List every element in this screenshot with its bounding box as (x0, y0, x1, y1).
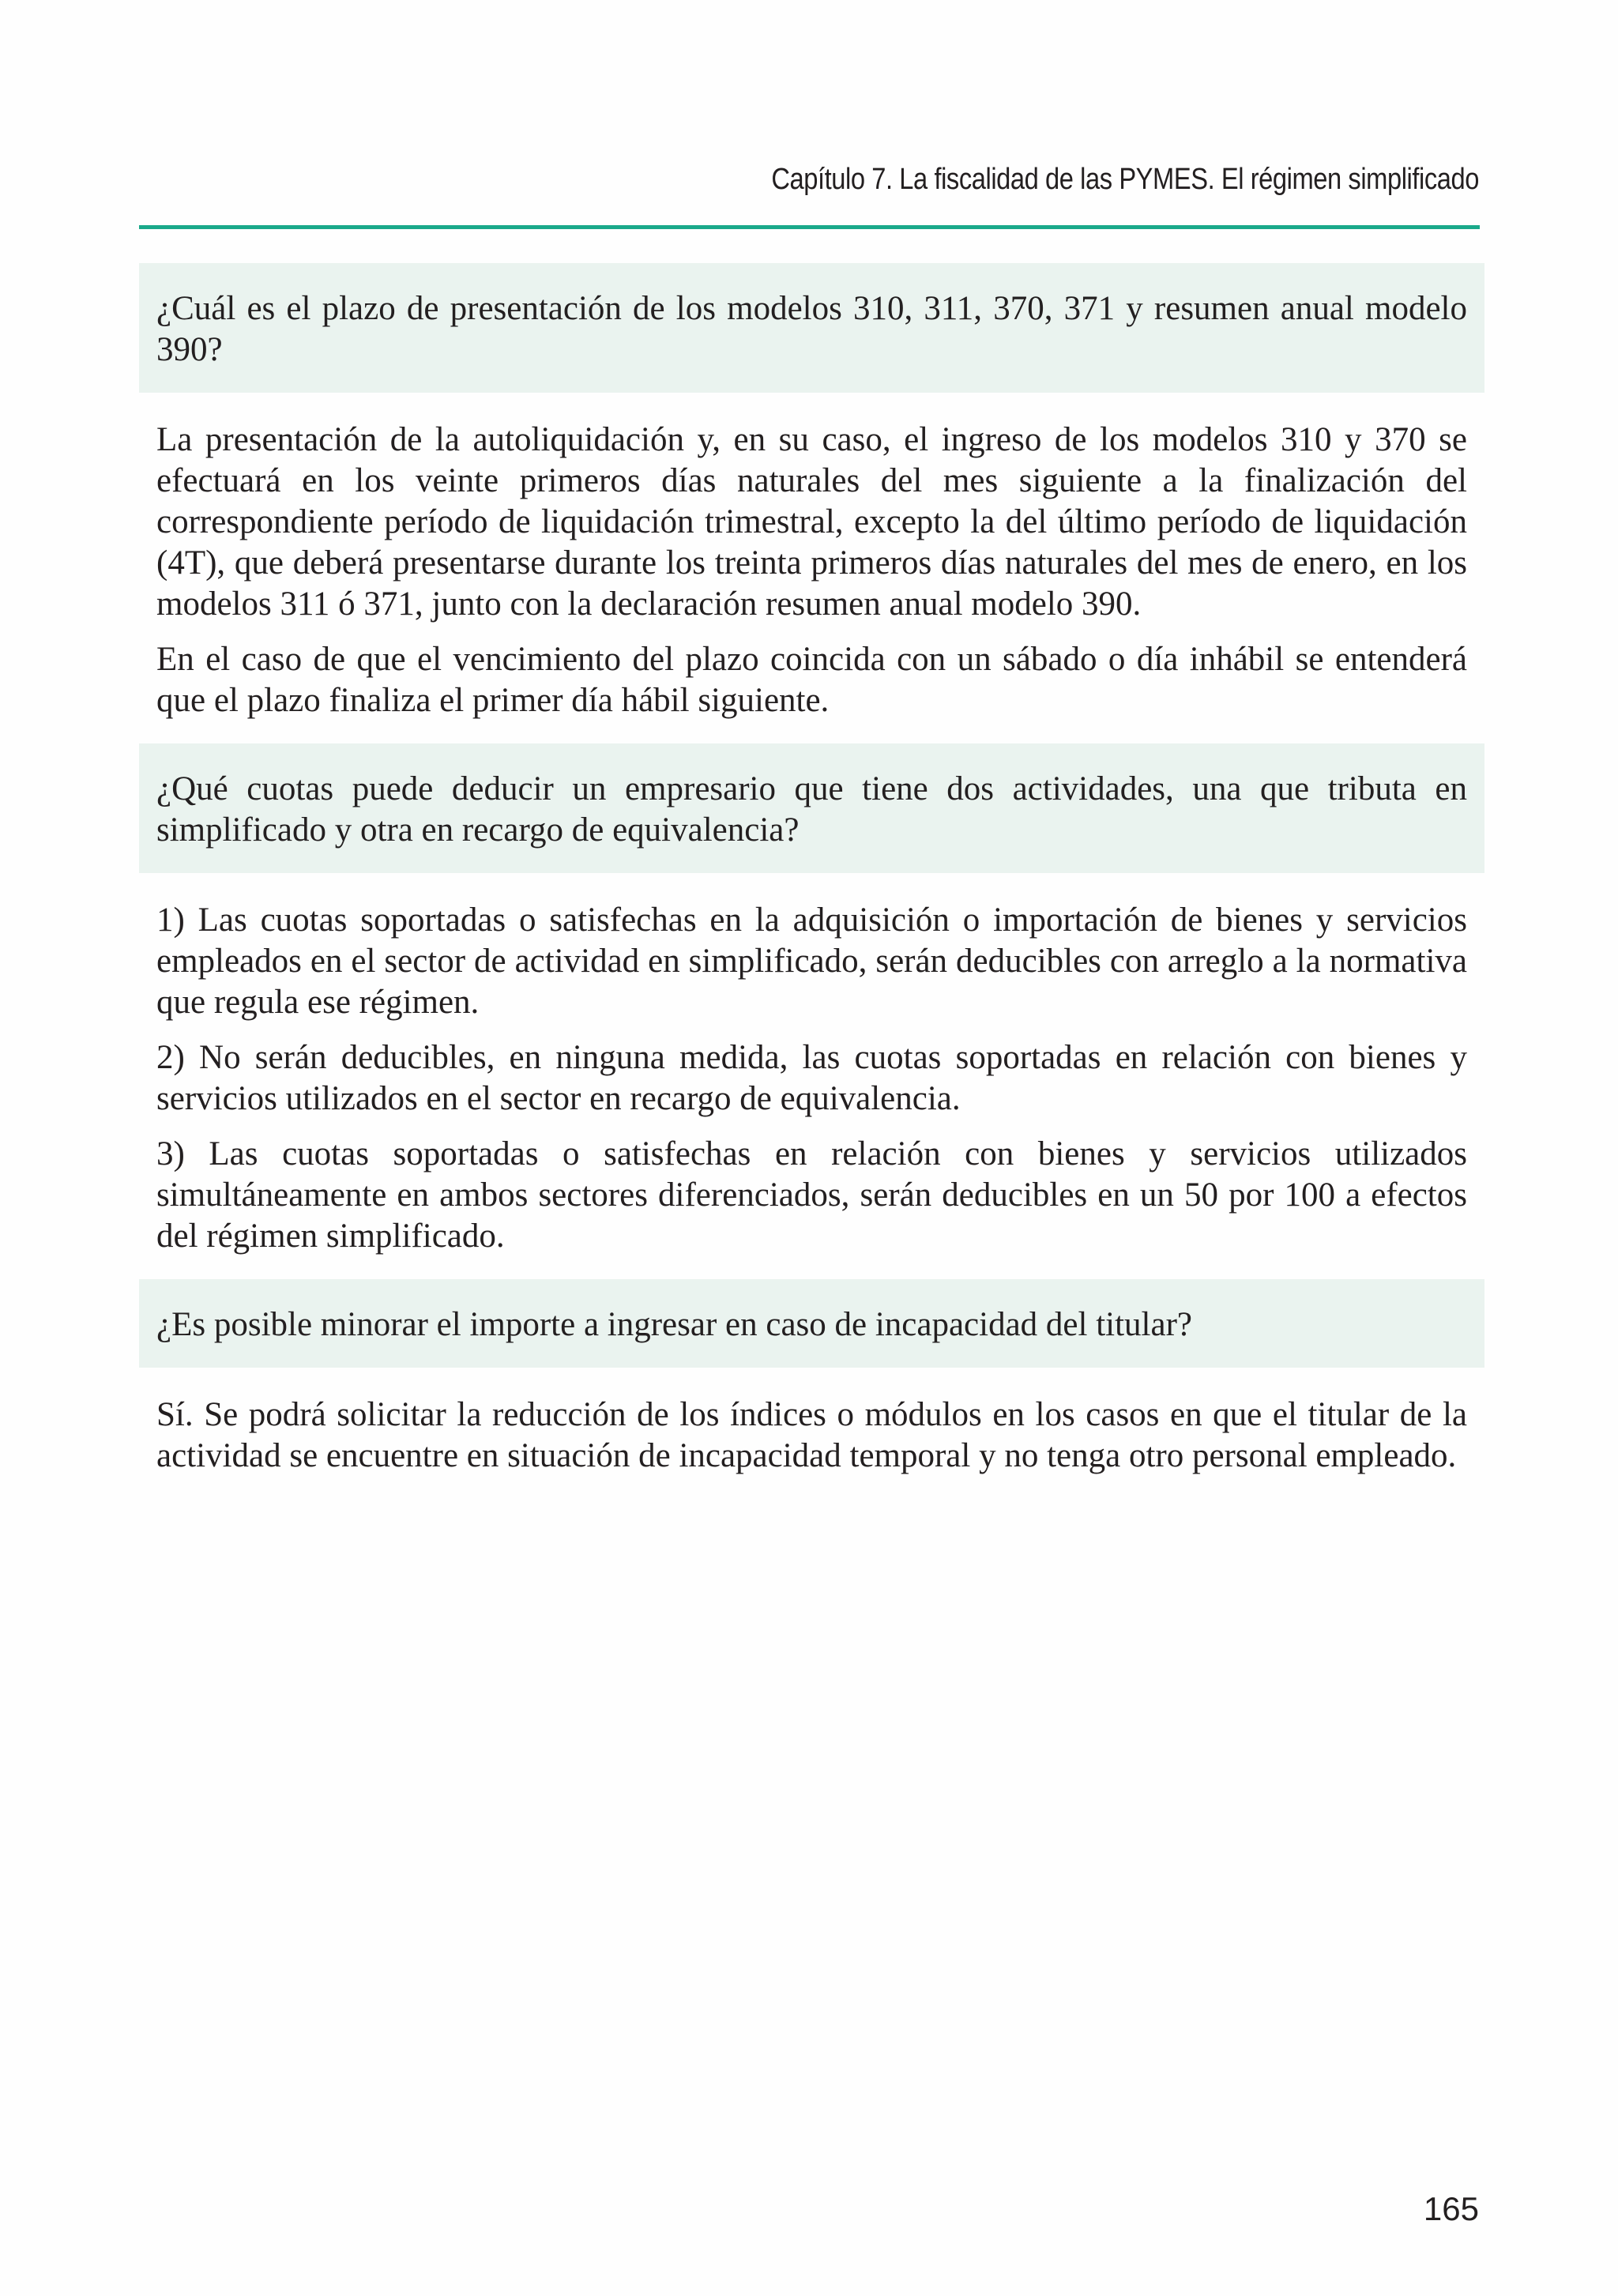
qa-section-cuotas-deducibles (139, 743, 1484, 1257)
page-number: 165 (1423, 2190, 1479, 2227)
qa-section-plazo-presentacion (139, 263, 1484, 721)
header-divider (139, 225, 1480, 229)
answer-paragraph: La presentación de la autoliquidación y, en su caso, el ingreso de los modelos 310 y 370 se efectuará en los veinte primeros días naturales del mes siguiente a la finalización del correspondiente período de liquidación trimestral, excepto la del último período de liquidación (4T), que deberá presentarse durante los treinta primeros días naturales del mes de enero, en los modelos 311 ó 371, junto con la declaración resumen anual modelo 390. (156, 421, 1467, 623)
answer-paragraph: 3) Las cuotas soportadas o satisfechas en relación con bienes y servicios utilizados simultáneamente en ambos sectores diferenciados, serán deducibles en un 50 por 100 a efectos del régimen simplificado. (156, 1135, 1467, 1255)
qa-section-incapacidad-titular (139, 1279, 1484, 1477)
answer-paragraph: 1) Las cuotas soportadas o satisfechas en la adquisición o importación de bienes y servicios empleados en el sector de actividad en simplificado, serán deducibles con arreglo a la normativa que regula ese régimen. (156, 901, 1467, 1021)
answer-block (139, 1395, 1484, 1477)
answer-block (139, 420, 1484, 721)
question-box: ¿Cuál es el plazo de presentación de los modelos 310, 311, 370, 371 y resumen anual modelo 390? (139, 263, 1484, 393)
page-content (139, 263, 1484, 1499)
answer-paragraph: En el caso de que el vencimiento del plazo coincida con un sábado o día inhábil se entenderá que el plazo finaliza el primer día hábil siguiente. (156, 641, 1467, 719)
running-header: Capítulo 7. La fiscalidad de las PYMES. El régimen simplificado (771, 163, 1479, 196)
question-box: ¿Es posible minorar el importe a ingresar en caso de incapacidad del titular? (139, 1279, 1484, 1368)
question-box: ¿Qué cuotas puede deducir un empresario que tiene dos actividades, una que tributa en simplificado y otra en recargo de equivalencia? (139, 743, 1484, 873)
answer-paragraph: Sí. Se podrá solicitar la reducción de los índices o módulos en los casos en que el titular de la actividad se encuentre en situación de incapacidad temporal y no tenga otro personal empleado. (156, 1396, 1467, 1474)
answer-paragraph: 2) No serán deducibles, en ninguna medida, las cuotas soportadas en relación con bienes y servicios utilizados en el sector en recargo de equivalencia. (156, 1039, 1467, 1117)
answer-block (139, 900, 1484, 1257)
